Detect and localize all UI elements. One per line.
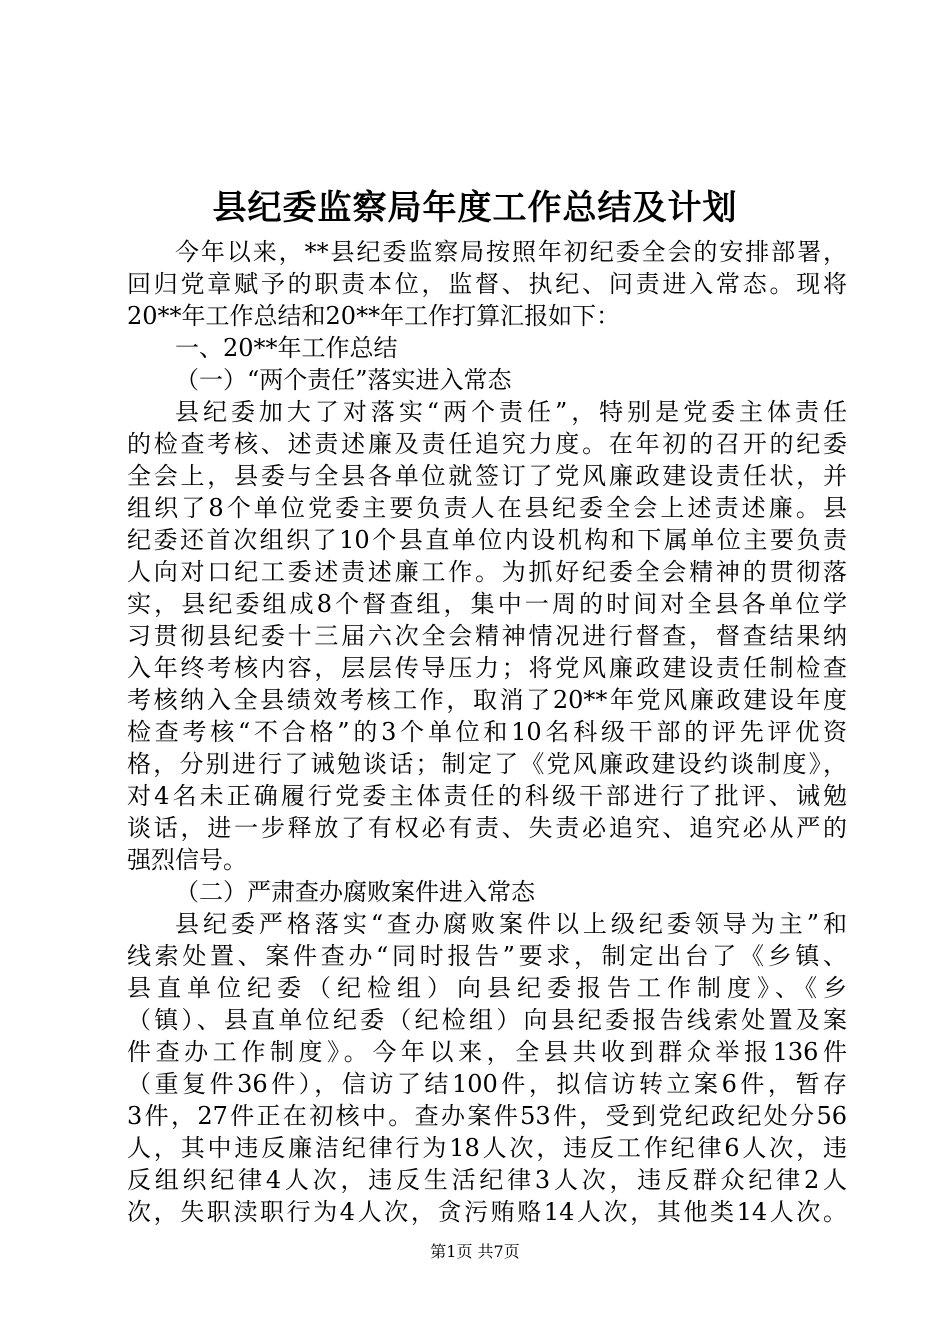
text-line: 习贯彻县纪委十三届六次全会精神情况进行督查，督查结果纳 xyxy=(127,622,847,650)
text-line: 入年终考核内容，层层传导压力；将党风廉政建设责任制检查 xyxy=(127,654,847,682)
text-line: 件查办工作制度》。今年以来，全县共收到群众举报136件 xyxy=(127,1038,847,1066)
text-line: 组织了8个单位党委主要负责人在县纪委全会上述责述廉。县 xyxy=(127,494,847,522)
text-line: 回归党章赋予的职责本位，监督、执纪、问责进入常态。现将 xyxy=(127,270,847,298)
text-line: 纪委还首次组织了10个县直单位内设机构和下属单位主要负责 xyxy=(127,526,847,554)
text-line: （二）严肃查办腐败案件进入常态 xyxy=(175,878,535,906)
text-line: 县直单位纪委（纪检组）向县纪委报告工作制度》、《乡 xyxy=(127,974,847,1002)
text-line: 对4名未正确履行党委主体责任的科级干部进行了批评、诫勉 xyxy=(127,782,847,810)
text-line: 人，其中违反廉洁纪律行为18人次，违反工作纪律6人次，违 xyxy=(127,1134,847,1162)
text-line: 县纪委加大了对落实“两个责任”，特别是党委主体责任 xyxy=(175,398,847,426)
page-footer: 第1页 共7页 xyxy=(430,1242,520,1261)
text-line: 的检查考核、述责述廉及责任追究力度。在年初的召开的纪委 xyxy=(127,430,847,458)
document-body xyxy=(127,236,847,1228)
text-line: 县纪委严格落实“查办腐败案件以上级纪委领导为主”和 xyxy=(175,910,847,938)
text-line: 强烈信号。 xyxy=(127,846,247,874)
text-line: 检查考核“不合格”的3个单位和10名科级干部的评先评优资 xyxy=(127,718,847,746)
text-line: 反组织纪律4人次，违反生活纪律3人次，违反群众纪律2人 xyxy=(127,1166,847,1194)
text-line: 考核纳入全县绩效考核工作，取消了20**年党风廉政建设年度 xyxy=(127,686,847,714)
document-title: 县纪委监察局年度工作总结及计划 xyxy=(212,188,738,228)
text-line: （重复件36件），信访了结100件，拟信访转立案6件，暂存 xyxy=(127,1070,847,1098)
text-line: （一）“两个责任”落实进入常态 xyxy=(175,366,512,394)
text-line: 谈话，进一步释放了有权必有责、失责必追究、追究必从严的 xyxy=(127,814,847,842)
text-line: 格，分别进行了诫勉谈话；制定了《党风廉政建设约谈制度》， xyxy=(127,750,847,778)
text-line: 实，县纪委组成8个督查组，集中一周的时间对全县各单位学 xyxy=(127,590,847,618)
text-line: 一、20**年工作总结 xyxy=(175,334,398,362)
text-line: 20**年工作总结和20**年工作打算汇报如下： xyxy=(127,302,621,330)
text-line: 3件，27件正在初核中。查办案件53件，受到党纪政纪处分56 xyxy=(127,1102,847,1130)
text-line: 全会上，县委与全县各单位就签订了党风廉政建设责任状，并 xyxy=(127,462,847,490)
text-line: 人向对口纪工委述责述廉工作。为抓好纪委全会精神的贯彻落 xyxy=(127,558,847,586)
text-line: （镇）、县直单位纪委（纪检组）向县纪委报告线索处置及案 xyxy=(127,1006,847,1034)
text-line: 线索处置、案件查办“同时报告”要求，制定出台了《乡镇、 xyxy=(127,942,847,970)
text-line: 次，失职渎职行为4人次，贪污贿赂14人次，其他类14人次。 xyxy=(127,1198,847,1226)
text-line: 今年以来，**县纪委监察局按照年初纪委全会的安排部署， xyxy=(175,238,847,266)
